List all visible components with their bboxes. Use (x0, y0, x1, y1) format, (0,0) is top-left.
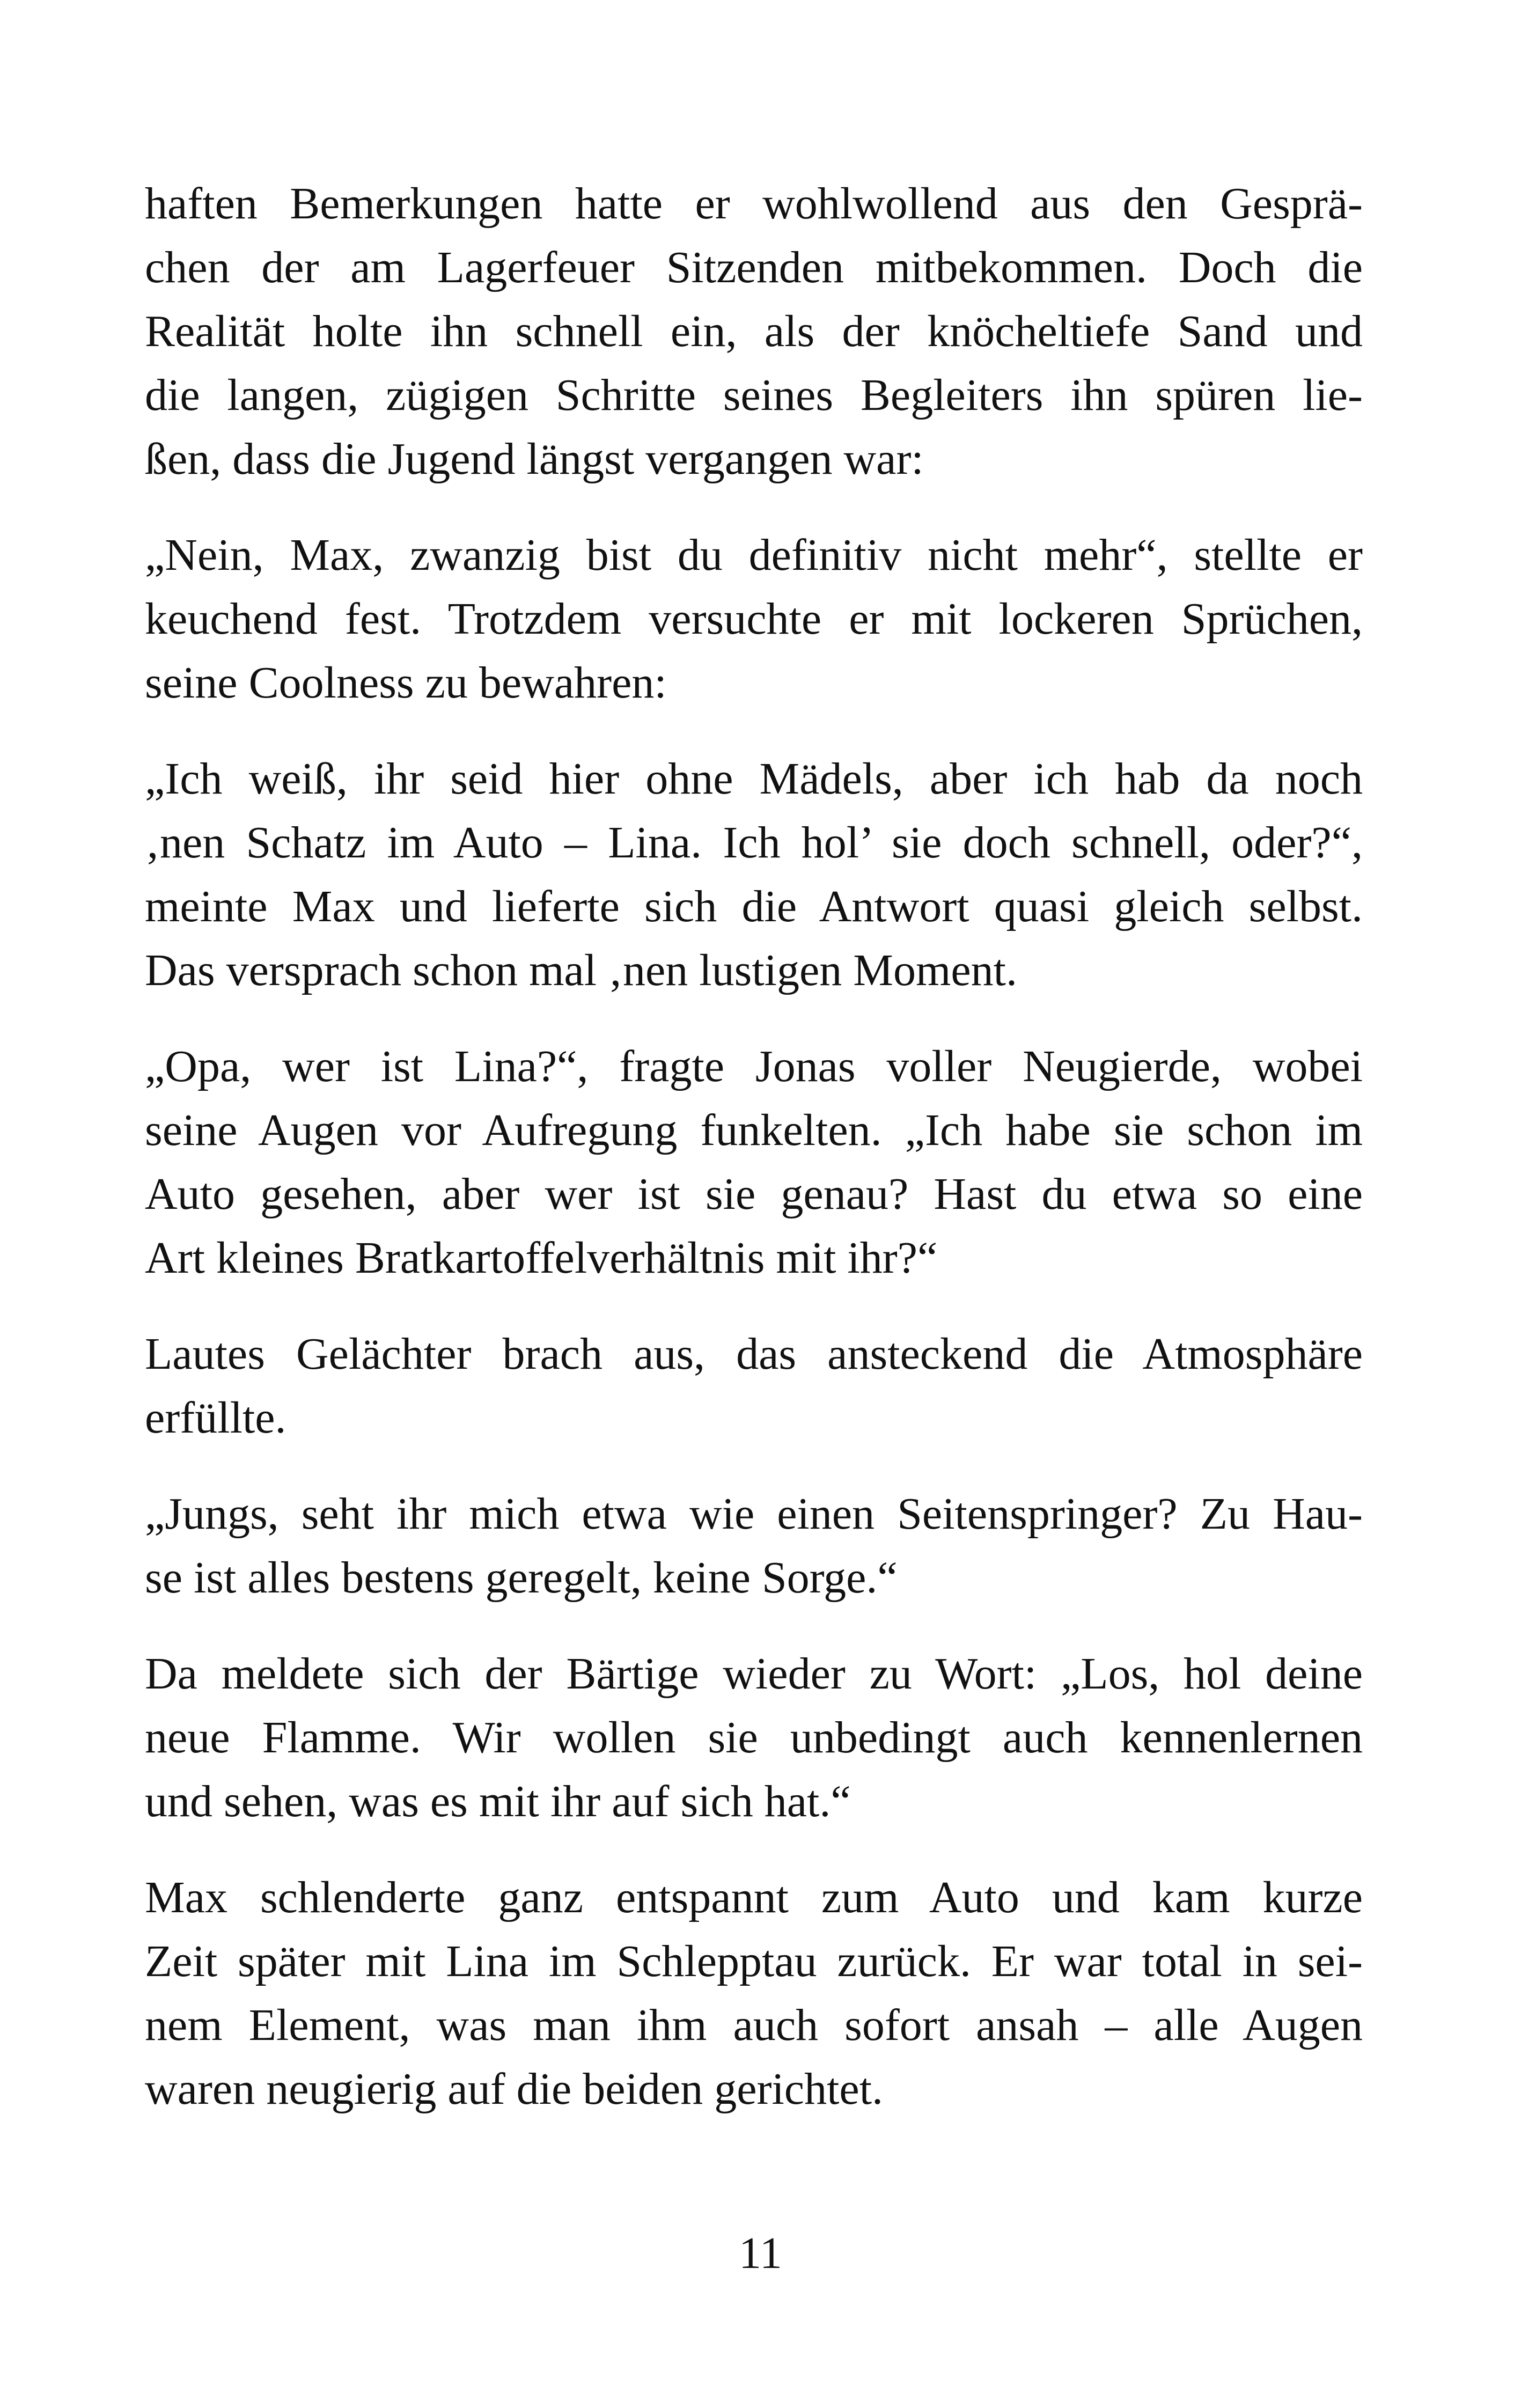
text-line: seine Coolness zu bewahren: (145, 658, 667, 708)
text-line: „Opa, wer ist Lina?“, fragte Jonas voller Neugierde, wobei (145, 1041, 1363, 1091)
text-line: neue Flamme. Wir wollen sie unbedingt auch kennenlernen (145, 1713, 1363, 1763)
text-line: Auto gesehen, aber wer ist sie genau? Hast du etwa so eine (145, 1169, 1363, 1219)
text-line: Realität holte ihn schnell ein, als der knöcheltiefe Sand und (145, 306, 1363, 356)
body-text (145, 172, 1363, 2153)
page-number: 11 (739, 2228, 782, 2278)
text-line: Das versprach schon mal ‚nen lustigen Moment. (145, 945, 1017, 995)
paragraph-3 (145, 747, 1363, 1002)
text-line: haften Bemerkungen hatte er wohlwollend aus den Gesprä- (145, 179, 1363, 229)
text-line: Max schlenderte ganz entspannt zum Auto und kam kurze (145, 1873, 1363, 1922)
paragraph-6 (145, 1482, 1363, 1610)
paragraph-5 (145, 1322, 1363, 1450)
text-line: die langen, zügigen Schritte seines Begleiters ihn spüren lie- (145, 370, 1363, 420)
text-line: chen der am Lagerfeuer Sitzenden mitbekommen. Doch die (145, 243, 1363, 292)
text-line: Zeit später mit Lina im Schlepptau zurück. Er war total in sei- (145, 1936, 1363, 1986)
text-line: keuchend fest. Trotzdem versuchte er mit lockeren Sprüchen, (145, 594, 1363, 644)
paragraph-1 (145, 172, 1363, 491)
text-line: seine Augen vor Aufregung funkelten. „Ich habe sie schon im (145, 1105, 1363, 1155)
text-line: Da meldete sich der Bärtige wieder zu Wort: „Los, hol deine (145, 1649, 1363, 1699)
text-line: meinte Max und lieferte sich die Antwort quasi gleich selbst. (145, 882, 1363, 931)
text-line: erfüllte. (145, 1393, 286, 1443)
text-line: und sehen, was es mit ihr auf sich hat.“ (145, 1776, 851, 1826)
paragraph-2 (145, 523, 1363, 715)
paragraph-7 (145, 1642, 1363, 1833)
text-line: se ist alles bestens geregelt, keine Sorge.“ (145, 1553, 898, 1603)
text-line: nem Element, was man ihm auch sofort ansah – alle Augen (145, 2000, 1363, 2050)
text-line: ßen, dass die Jugend längst vergangen war: (145, 434, 924, 484)
text-line: Lautes Gelächter brach aus, das ansteckend die Atmosphäre (145, 1329, 1363, 1379)
text-line: ‚nen Schatz im Auto – Lina. Ich hol’ sie doch schnell, oder?“, (145, 818, 1363, 868)
text-line: „Jungs, seht ihr mich etwa wie einen Seitenspringer? Zu Hau- (145, 1489, 1363, 1539)
text-line: „Ich weiß, ihr seid hier ohne Mädels, aber ich hab da noch (145, 754, 1363, 804)
text-line: waren neugierig auf die beiden gerichtet. (145, 2064, 884, 2114)
text-line: „Nein, Max, zwanzig bist du definitiv nicht mehr“, stellte er (145, 530, 1363, 580)
paragraph-4 (145, 1034, 1363, 1290)
text-line: Art kleines Bratkartoffelverhältnis mit ihr?“ (145, 1233, 938, 1283)
paragraph-8 (145, 1866, 1363, 2121)
